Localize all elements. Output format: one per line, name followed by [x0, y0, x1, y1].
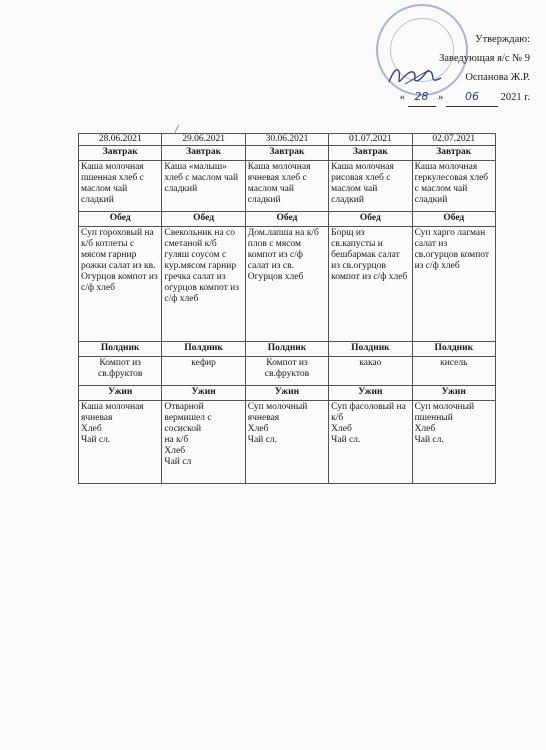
- weekly-menu-table: [78, 133, 496, 484]
- dish-cell: Свекольник на со сметаной к/б гуляш соусом с кур.мясом гарнир гречка салат из огурцов компот из с/ф хлеб: [162, 227, 245, 342]
- dish-cell: Суп молочный ячневая Хлеб Чай сл.: [245, 401, 328, 484]
- dish-cell: Каша «малыш» хлеб с маслом чай сладкий: [162, 161, 245, 212]
- dish-cell: Суп гороховый на к/б котлеты с мясом гарнир рожки салат из кв. Огурцов компот из с/ф хлеб: [79, 227, 162, 342]
- meal-label: Завтрак: [245, 146, 328, 161]
- dish-cell: Компот из св.фруктов: [79, 357, 162, 386]
- meal-label: Завтрак: [162, 146, 245, 161]
- approval-block: [330, 30, 530, 107]
- dish-cell: Дом.лапша на к/б плов с мясом компот из с/ф салат из св. Огурцов хлеб: [245, 227, 328, 342]
- meal-label: Полдник: [329, 342, 412, 357]
- dish-cell: Каша молочная ячневая хлеб с маслом чай сладкий: [245, 161, 328, 212]
- meal-label: Полдник: [79, 342, 162, 357]
- meal-label: Обед: [79, 212, 162, 227]
- meal-label: Полдник: [162, 342, 245, 357]
- breakfast-header-row: [79, 146, 496, 161]
- date-cell: 01.07.2021: [329, 134, 412, 146]
- meal-label: Ужин: [412, 386, 495, 401]
- meal-label: Завтрак: [79, 146, 162, 161]
- dish-cell: кефир: [162, 357, 245, 386]
- dish-cell: какао: [329, 357, 412, 386]
- date-close-quote: »: [438, 92, 444, 103]
- meal-label: Полдник: [245, 342, 328, 357]
- date-cell: 02.07.2021: [412, 134, 495, 146]
- dish-cell: Каша молочная рисовая хлеб с маслом чай сладкий: [329, 161, 412, 212]
- dish-cell: Суп харго лагман салат из св.огурцов компот из с/ф хлеб: [412, 227, 495, 342]
- lunch-dishes-row: [79, 227, 496, 342]
- approval-signature-line: [330, 68, 530, 87]
- date-month: 06: [446, 87, 498, 107]
- meal-label: Ужин: [79, 386, 162, 401]
- snack-header-row: [79, 342, 496, 357]
- dinner-dishes-row: [79, 401, 496, 484]
- date-cell: 29.06.2021: [162, 134, 245, 146]
- dish-cell: Борщ из св.капусты и бешбармак салат из св.огурцов компот из с/ф хлеб: [329, 227, 412, 342]
- dish-cell: Суп фасоловый на к/б Хлеб Чай сл.: [329, 401, 412, 484]
- dish-cell: Компот из св.фруктов: [245, 357, 328, 386]
- approval-name: Оспанова Ж.Р.: [465, 72, 530, 83]
- meal-label: Завтрак: [412, 146, 495, 161]
- dish-cell: Каша молочная ячневая Хлеб Чай сл.: [79, 401, 162, 484]
- breakfast-dishes-row: [79, 161, 496, 212]
- dinner-header-row: [79, 386, 496, 401]
- meal-label: Обед: [162, 212, 245, 227]
- date-year: 2021 г.: [500, 92, 530, 103]
- date-cell: 28.06.2021: [79, 134, 162, 146]
- dish-cell: Суп молочный пшенный Хлеб Чай сл.: [412, 401, 495, 484]
- date-day: 28: [408, 87, 436, 107]
- approval-date: [330, 87, 530, 107]
- dish-cell: Каша молочная пшенная хлеб с маслом чай сладкий: [79, 161, 162, 212]
- dish-cell: Отварной вермишел с сосиской на к/б Хлеб Чай сл: [162, 401, 245, 484]
- meal-label: Обед: [412, 212, 495, 227]
- date-open-quote: «: [399, 92, 405, 103]
- meal-label: Ужин: [329, 386, 412, 401]
- date-cell: 30.06.2021: [245, 134, 328, 146]
- dish-cell: кисель: [412, 357, 495, 386]
- dish-cell: Каша молочная геркулесовая хлеб с маслом чай сладкий: [412, 161, 495, 212]
- meal-label: Полдник: [412, 342, 495, 357]
- meal-label: Завтрак: [329, 146, 412, 161]
- meal-label: Обед: [245, 212, 328, 227]
- meal-label: Ужин: [162, 386, 245, 401]
- approval-title: Утверждаю:: [475, 34, 530, 45]
- approval-position: Заведующая я/с № 9: [439, 53, 530, 64]
- dates-header-row: [79, 134, 496, 146]
- lunch-header-row: [79, 212, 496, 227]
- meal-label: Ужин: [245, 386, 328, 401]
- snack-dishes-row: [79, 357, 496, 386]
- meal-label: Обед: [329, 212, 412, 227]
